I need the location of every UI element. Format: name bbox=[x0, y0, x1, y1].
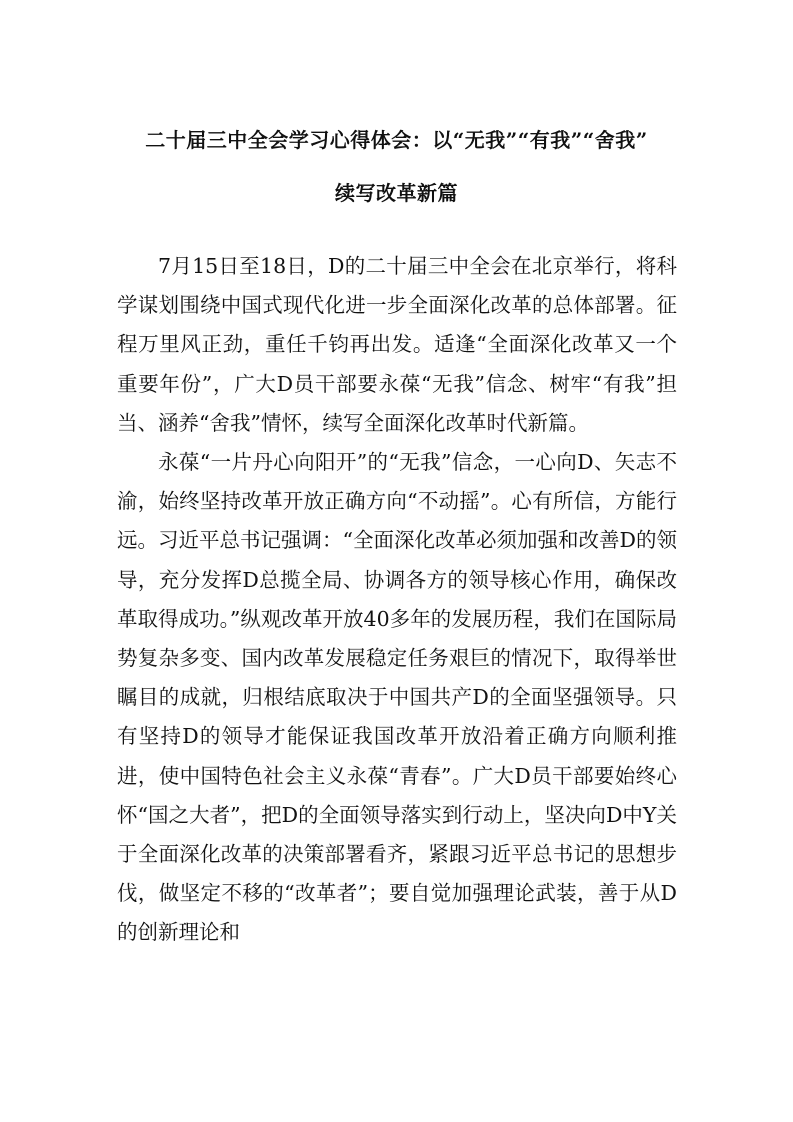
paragraph: 永葆“一片丹心向阳开”的“无我”信念，一心向D、矢志不渝，始终坚持改革开放正确方向“不动摇”。心有所信，方能行远。习近平总书记强调：“全面深化改革必须加强和改善D的领导，充分发挥D总揽全局、协调各方的领导核心作用，确保改革取得成功。”纵观改革开放40多年的发展历程，我们在国际局势复杂多变、国内改革发展稳定任务艰巨的情况下，取得举世瞩目的成就，归根结底取决于中国共产D的全面坚强领导。只有坚持D的领导才能保证我国改革开放沿着正确方向顺利推进，使中国特色社会主义永葆“青春”。广大D员干部要始终心怀“国之大者”，把D的全面领导落实到行动上，坚决向D中Y关于全面深化改革的决策部署看齐，紧跟习近平总书记的思想步伐，做坚定不移的“改革者”；要自觉加强理论武装，善于从D的创新理论和 bbox=[117, 450, 677, 945]
paragraph: 7月15日至18日，D的二十届三中全会在北京举行，将科学谋划围绕中国式现代化进一步全面深化改革的总体部署。征程万里风正劲，重任千钧再出发。适逢“全面深化改革又一个重要年份”，广大D员干部要永葆“无我”信念、树牢“有我”担当、涵养“舍我”情怀，续写全面深化改革时代新篇。 bbox=[117, 254, 677, 435]
document-body bbox=[117, 247, 677, 953]
document-title-line-2: 续写改革新篇 bbox=[335, 181, 458, 205]
document-title-line-1: 二十届三中全会学习心得体会：以“无我”“有我”“舍我” bbox=[145, 128, 648, 152]
